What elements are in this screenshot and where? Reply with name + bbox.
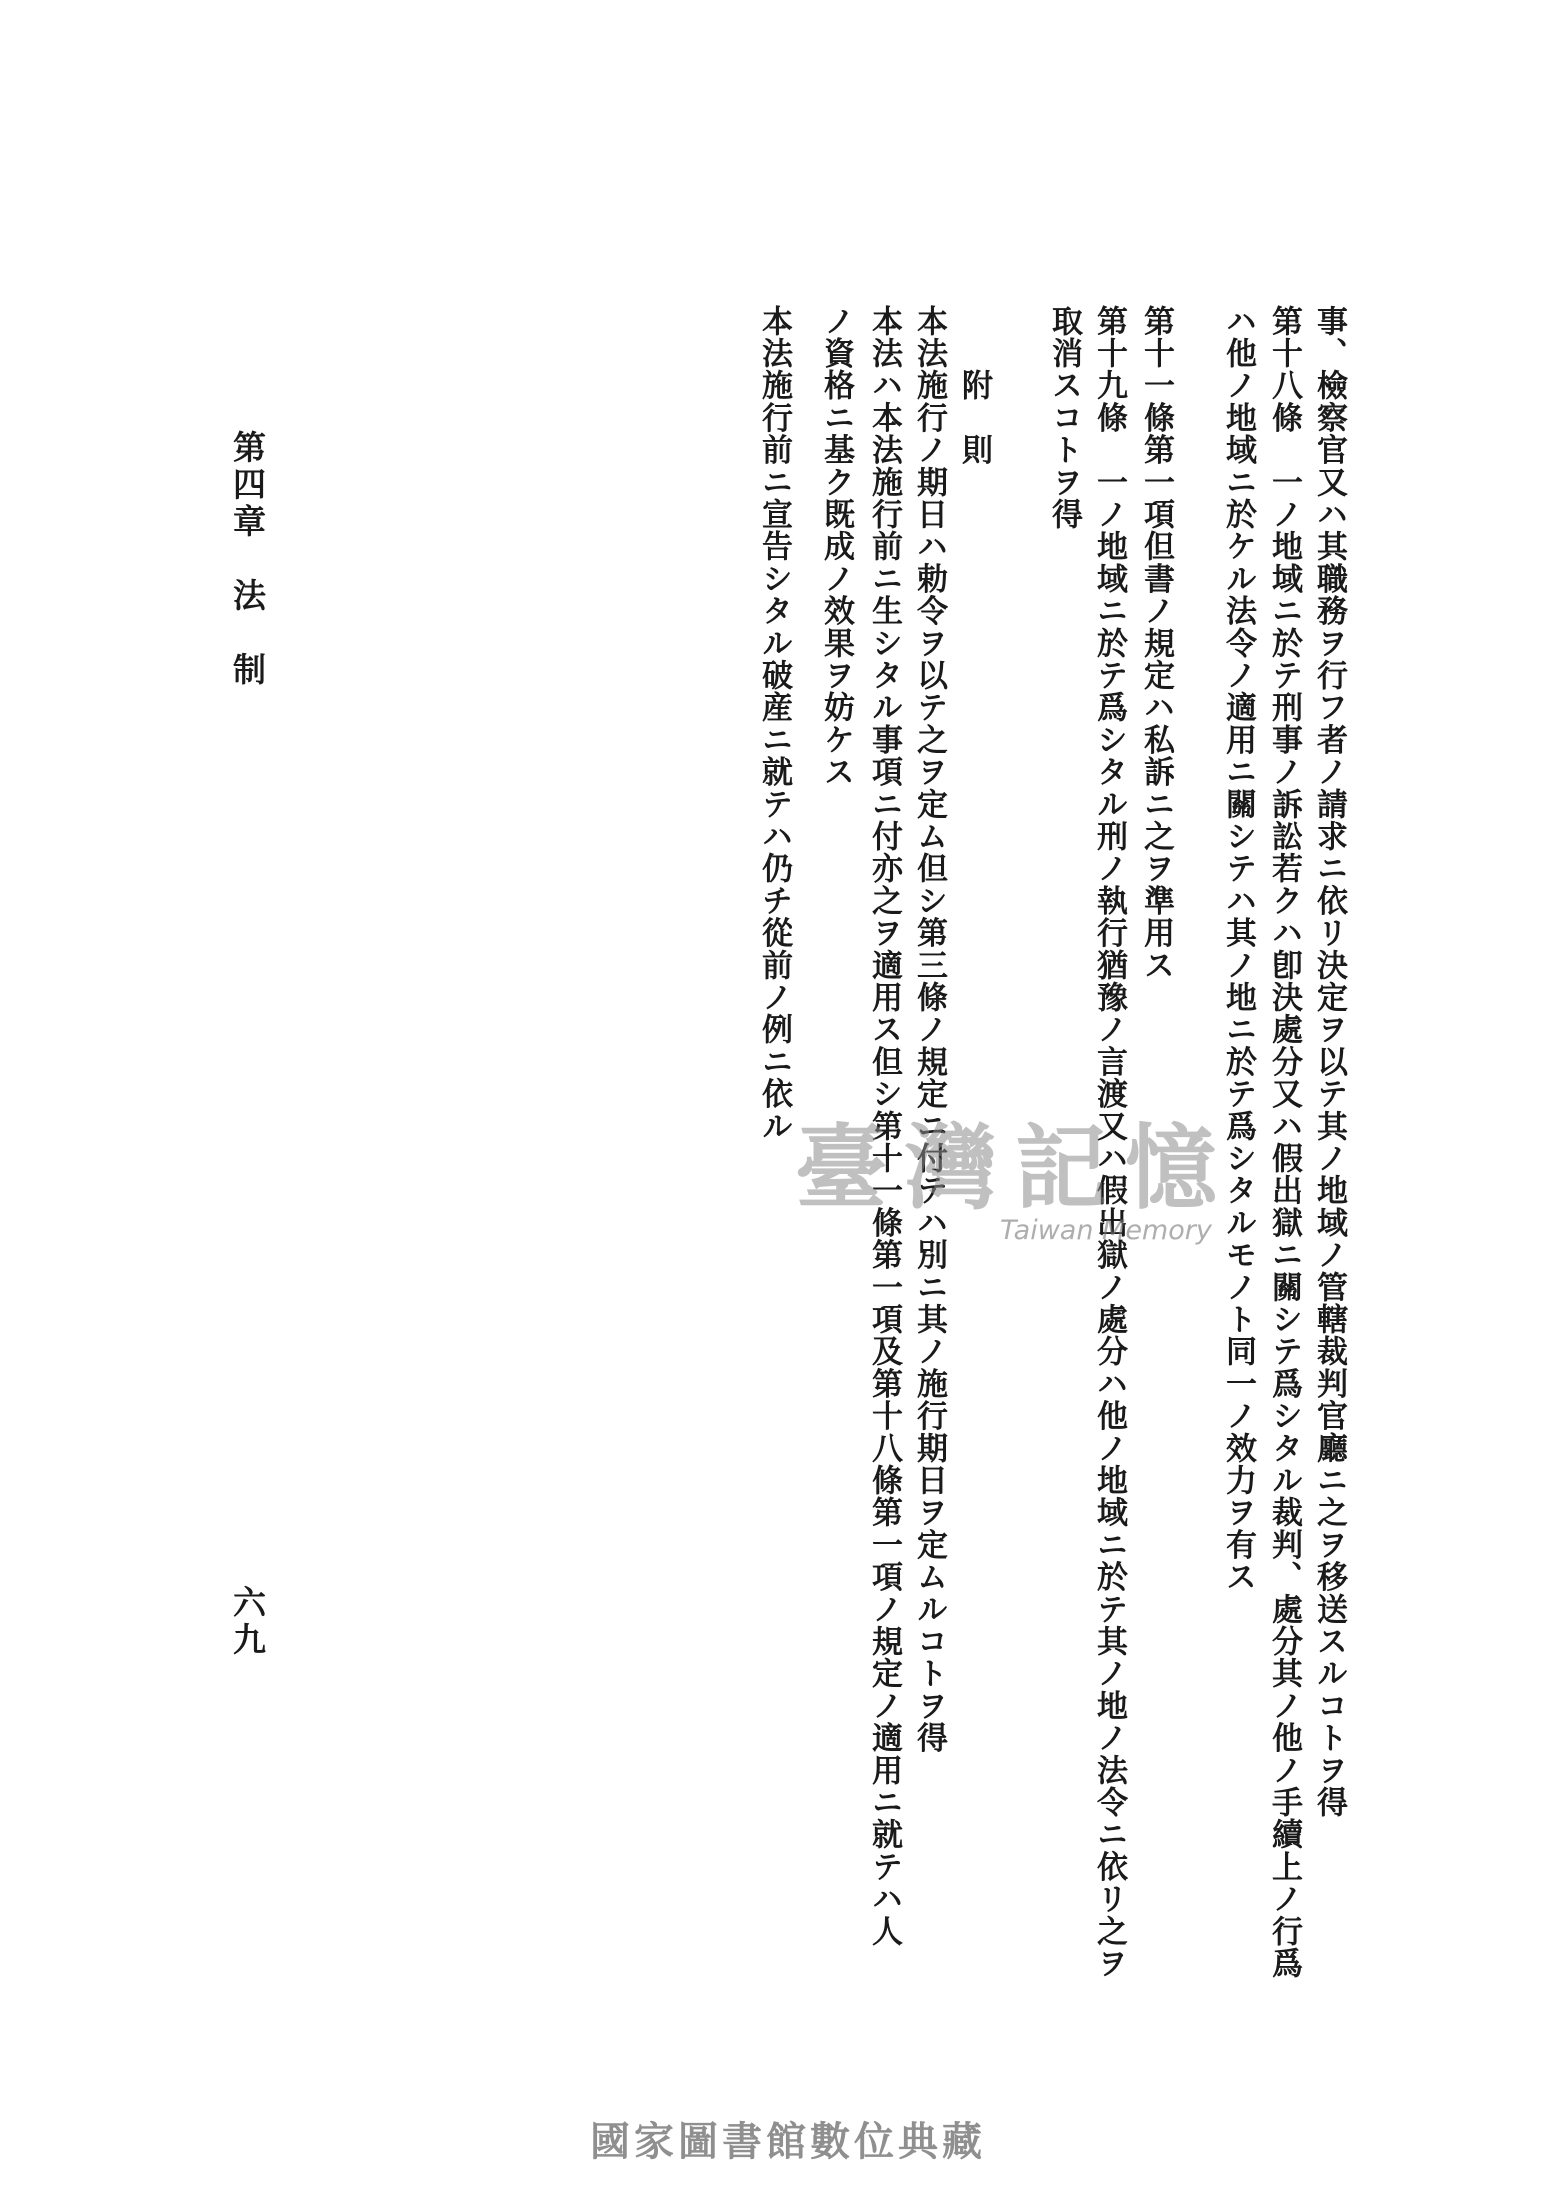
text-column-3: ハ他ノ地域ニ於ケル法令ノ適用ニ關シテハ其ノ地ニ於テ爲シタルモノト同一ノ效力ヲ有ス — [1220, 305, 1256, 1593]
chapter-heading: 第四章 法 制 — [228, 430, 267, 689]
text-column-8: 本法ハ本法施行前ニ生シタル事項ニ付亦之ヲ適用ス但シ第十一條第一項及第十八條第一項ノ規定ノ適用ニ就テハ人 — [866, 305, 902, 1948]
watermark-subtitle: Taiwan Memory — [1000, 1215, 1212, 1246]
text-column-6: 取消スコトヲ得 — [1046, 305, 1082, 531]
text-column-4: 第十一條第一項但書ノ規定ハ私訴ニ之ヲ準用ス — [1138, 305, 1174, 982]
footer-caption: 國家圖書館數位典藏 — [590, 2119, 986, 2165]
text-column-5: 第十九條 一ノ地域ニ於テ爲シタル刑ノ執行猶豫ノ言渡又ハ假出獄ノ處分ハ他ノ地域ニ於テ其ノ地ノ法令ニ依リ之ヲ — [1091, 305, 1127, 1980]
page-number: 六九 — [228, 1585, 267, 1659]
section-heading-appendix: 附 則 — [956, 305, 992, 466]
text-column-1: 事、檢察官又ハ其職務ヲ行フ者ノ請求ニ依リ決定ヲ以テ其ノ地域ノ管轄裁判官廳ニ之ヲ移送スルコトヲ得 — [1311, 305, 1347, 1819]
text-column-2: 第十八條 一ノ地域ニ於テ刑事ノ訴訟若クハ卽決處分又ハ假出獄ニ關シテ爲シタル裁判、處分其ノ他ノ手續上ノ行爲 — [1266, 305, 1302, 1980]
text-column-10: 本法施行前ニ宣告シタル破産ニ就テハ仍チ從前ノ例ニ依ル — [756, 305, 792, 1143]
text-column-7: 本法施行ノ期日ハ勅令ヲ以テ之ヲ定ム但シ第三條ノ規定ニ付テハ別ニ其ノ施行期日ヲ定ムルコトヲ得 — [911, 305, 947, 1754]
watermark-logo: 臺灣記憶 — [795, 1114, 1236, 1222]
text-column-9: ノ資格ニ基ク既成ノ效果ヲ妨ケス — [818, 305, 854, 788]
